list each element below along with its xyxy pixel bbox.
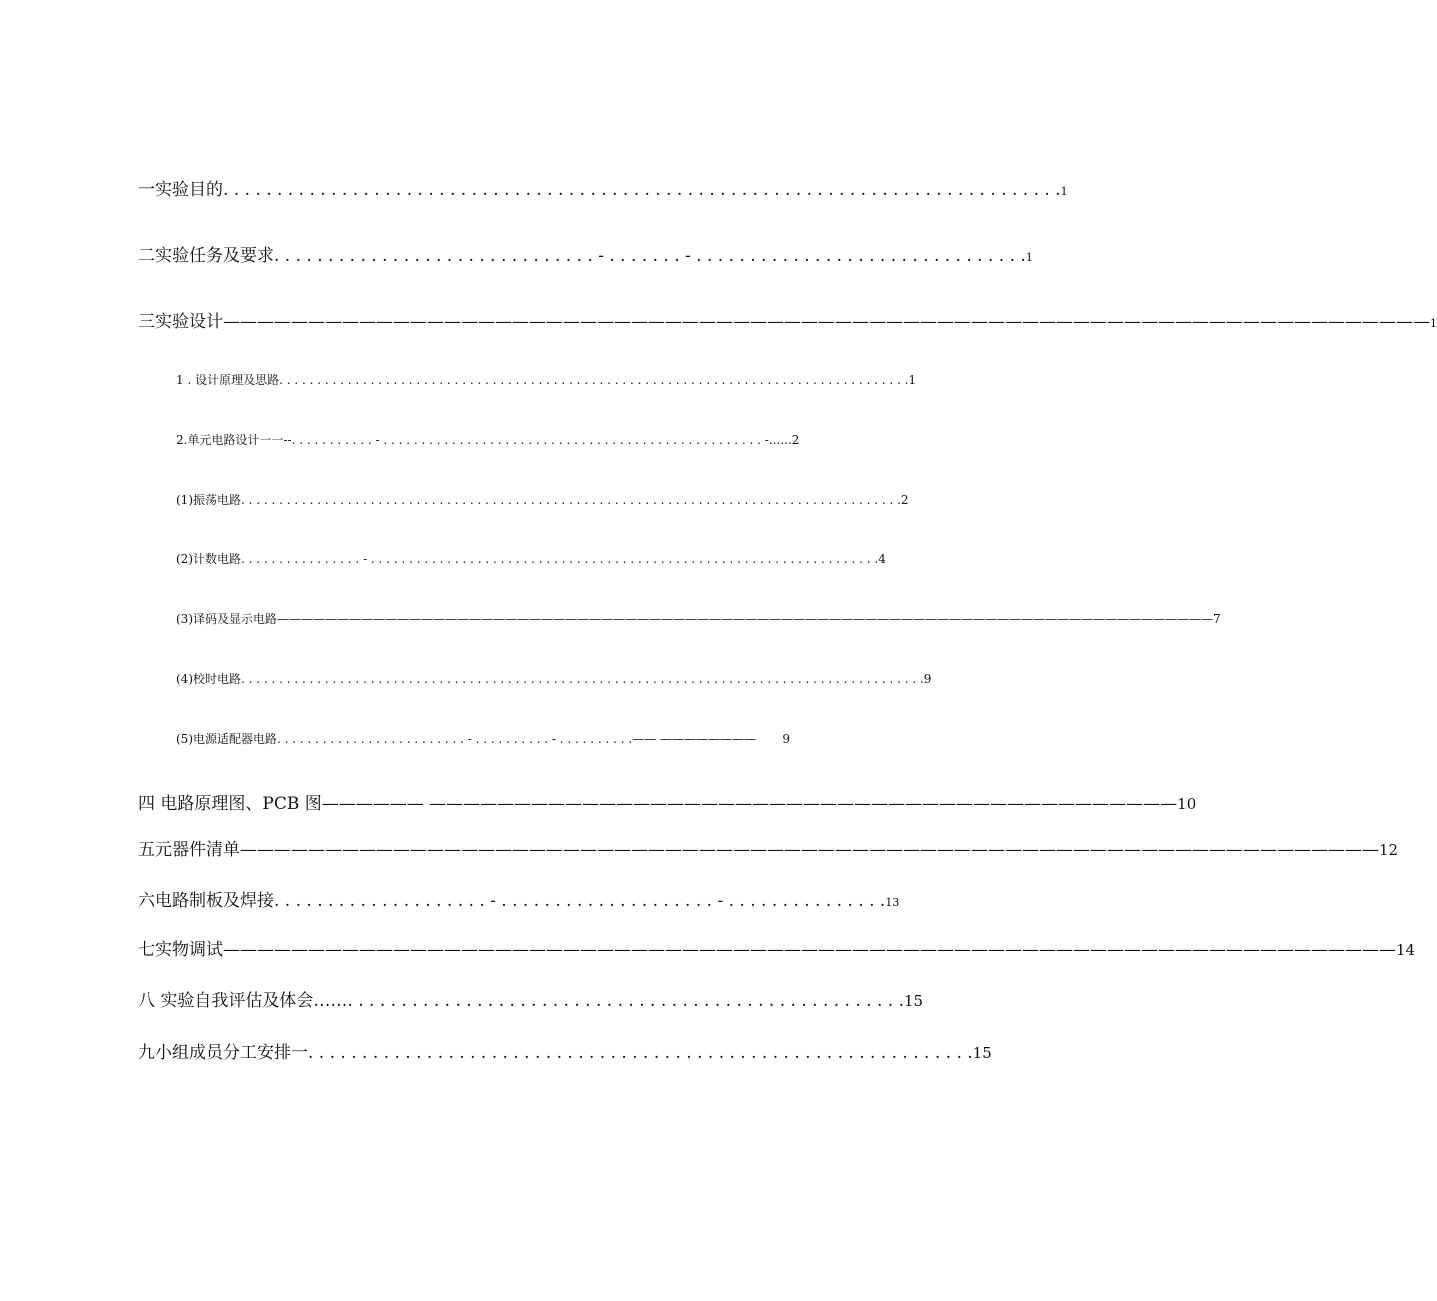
toc-entry-leader: ——————————————————————————————————————————————————————————————————— [240,840,1379,860]
toc-entry-page: 15 [972,1044,992,1062]
toc-entry-page: 14 [1396,941,1416,959]
toc-entry-8 [176,610,1221,628]
toc-entry-title: 四 电路原理图、PCB 图 [138,794,322,814]
toc-entry-page: 1 [908,373,917,387]
toc-entry-title: 二实验任务及要求 [138,246,274,266]
toc-entry-title: 1 . 设计原理及思路 [176,373,280,387]
toc-entry-leader: . . . . . . . . . . . - . . . . . . . . . . . . . . . . . . . . . . . . . . . . . . . . . . . . . . . . . . . . . . . . . . - [291,433,769,447]
toc-entry-page: 4 [878,552,886,566]
toc-entry-page: ......2 [768,433,800,447]
toc-entry-leader: . . . . . . . . . . . . . . . . . . . . . . . . . . . . . . - . . . . . . . - . . . . . . . . . . . . . . . . . . . . . . . . . . . . . . . [274,246,1026,266]
toc-entry-page: 12 [1379,841,1399,859]
toc-entry-page: 1 [1060,185,1068,198]
toc-entry-page: 1 [1430,317,1437,330]
toc-entry-leader: —————— ———————————————————————————————————————————— [321,794,1178,814]
toc-entry-3 [138,307,1437,332]
toc-entry-leader: . . . . . . . . . . . . . . . . . . . . - . . . . . . . . . . . . . . . . . . . . - . . . . . . . . . . . . . . . [274,891,886,911]
toc-entry-12 [138,835,1399,860]
toc-entry-leader: . . . . . . . . . . . . . . . . . . . . . . . . . - . . . . . . . . . . - . . . . . . . . . .—— ———————— [277,732,757,746]
toc-entry-10 [176,730,790,748]
toc-entry-title: 2.单元电路设计一一-- [176,433,292,447]
toc-entry-leader: . . . . . . . . . . . . . . . . . . . . . . . . . . . . . . . . . . . . . . . . . . . . . . . . . . . . . . . . . . . . . . . . . . . . . . . . . . . . . . . . . . . . . . . . . . [241,672,924,686]
toc-entry-title: (5)电源适配器电路 [176,732,277,746]
toc-entry-leader: . . . . . . . . . . . . . . . . . . . . . . . . . . . . . . . . . . . . . . . . . . . . . . . . . . . . . . . . . . . . . . . . . . . . . . . . . . . . . . . . . . . [279,373,909,387]
toc-entry-11 [138,789,1197,814]
toc-entry-page: 13 [885,896,900,909]
toc-entry-leader: . . . . . . . . . . . . . . . . . . . . . . . . . . . . . . . . . . . . . . . . . . . . . . . . . . . . . . . . . . . . . . . . . . . . . . . . . . . . . . . . . . . . . . . [241,493,901,507]
toc-entry-4 [176,371,917,389]
toc-entry-title: (4)校时电路 [176,672,241,686]
toc-entry-title: 一实验目的 [138,180,223,200]
toc-entry-page: 9 [782,732,790,746]
toc-entry-2 [138,241,1033,266]
toc-entry-page: 1 [1025,251,1033,264]
toc-entry-title: 九小组成员分工安排一 [138,1043,308,1063]
toc-entry-leader: ————————————————————————————————————————————————————————————————————— [223,940,1396,960]
toc-entry-9 [176,670,932,688]
toc-entry-title: (3)译码及显示电路 [176,612,277,626]
toc-entry-leader: . . . . . . . . . . . . . . . . . . . . . . . . . . . . . . . . . . . . . . . . . . . . . . . . . . . . [347,991,904,1011]
toc-entry-leader: . . . . . . . . . . . . . . . . . . . . . . . . . . . . . . . . . . . . . . . . . . . . . . . . . . . . . . . . . . . . . . [308,1043,973,1063]
toc-entry-leader: . . . . . . . . . . . . . . . . - . . . . . . . . . . . . . . . . . . . . . . . . . . . . . . . . . . . . . . . . . . . . . . . . . . . . . . . . . . . . . . . . . . . [241,552,879,566]
toc-entry-6 [176,491,909,509]
toc-entry-1 [138,175,1068,200]
toc-entry-title: 六电路制板及焊接 [138,891,274,911]
toc-entry-title: 三实验设计 [138,312,223,332]
toc-entry-14 [138,935,1416,960]
toc-entry-leader: ——————————————————————————————————————————————————————————————————————— [223,312,1430,332]
toc-entry-title: (2)计数电路 [176,552,241,566]
toc-entry-page: 7 [1213,612,1221,626]
toc-entry-title: 七实物调试 [138,940,223,960]
toc-entry-page: 2 [900,493,909,507]
toc-entry-leader: . . . . . . . . . . . . . . . . . . . . . . . . . . . . . . . . . . . . . . . . . . . . . . . . . . . . . . . . . . . . . . . . . . . . . . . . . . . . . . [223,180,1061,200]
toc-entry-13 [138,886,900,911]
toc-entry-15 [138,986,924,1011]
toc-entry-16 [138,1038,992,1063]
toc-entry-title: 五元器件清单 [138,840,240,860]
toc-entry-title: 八 实验自我评估及体会…… [138,991,348,1011]
toc-entry-page: 10 [1177,795,1197,813]
toc-entry-page: 9 [923,672,932,686]
toc-entry-leader: —————————————————————————————————————————————————————————————————————————————— [277,612,1213,626]
toc-entry-page: 15 [904,992,924,1010]
toc-entry-title: (1)振荡电路 [176,493,241,507]
toc-entry-5 [176,431,800,449]
toc-entry-7 [176,550,886,568]
